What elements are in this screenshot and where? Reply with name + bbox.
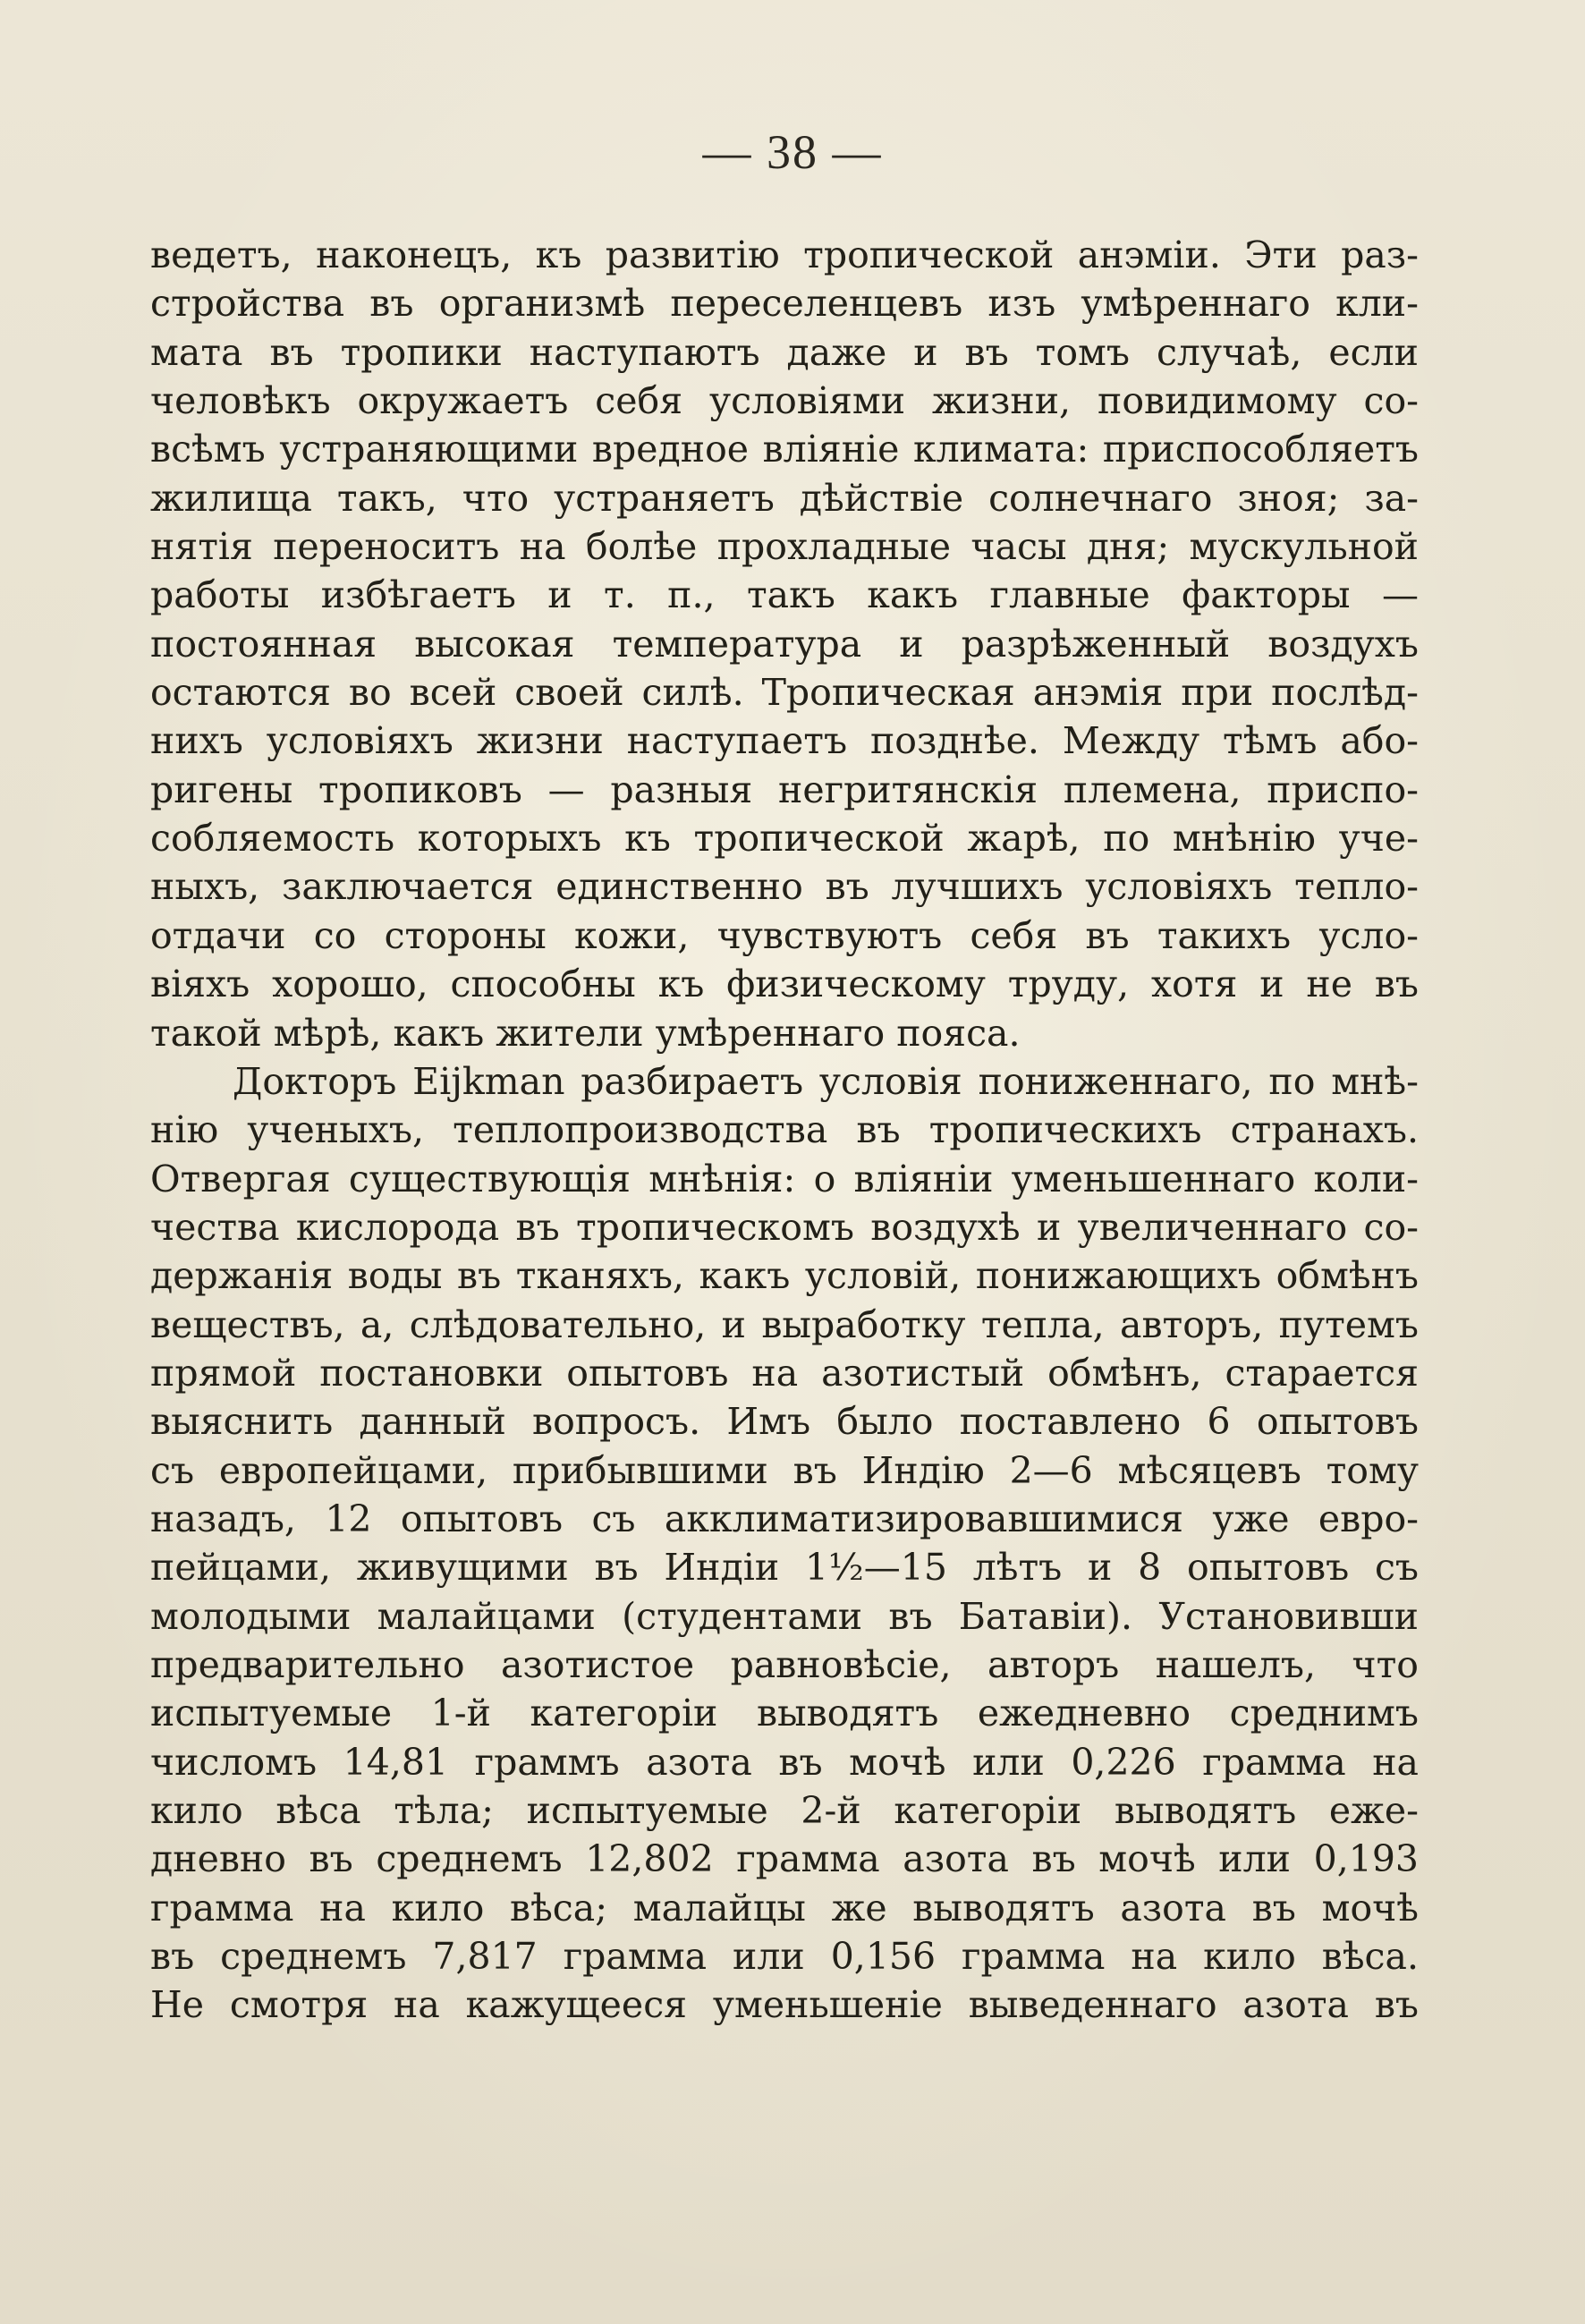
text-line: выяснить данный вопросъ. Имъ было поставлено 6 опытовъ (150, 1400, 1419, 1444)
text-line: испытуемые 1-й категоріи выводятъ ежедневно среднимъ (150, 1692, 1419, 1735)
text-line: отдачи со стороны кожи, чувствуютъ себя въ такихъ усло- (150, 913, 1419, 957)
text-line: ведетъ, наконецъ, къ развитію тропической анэміи. Эти раз- (150, 233, 1419, 276)
text-line: въ среднемъ 7,817 грамма или 0,156 грамма на кило вѣса. (150, 1935, 1419, 1979)
text-line: грамма на кило вѣса; малайцы же выводятъ азота въ мочѣ (150, 1886, 1419, 1930)
text-line: пейцами, живущими въ Индіи 1½—15 лѣтъ и 8 опытовъ съ (150, 1546, 1419, 1590)
text-line: Докторъ Eijkman разбираетъ условія пониженнаго, по мнѣ- (233, 1059, 1419, 1103)
text-line: віяхъ хорошо, способны къ физическому труду, хотя и не въ (150, 963, 1419, 1006)
text-line: остаются во всей своей силѣ. Тропическая анэмія при послѣд- (150, 671, 1419, 715)
text-line: предварительно азотистое равновѣсіе, авторъ нашелъ, что (150, 1642, 1419, 1686)
text-line: мата въ тропики наступаютъ даже и въ томъ случаѣ, если (150, 330, 1419, 374)
body-text (150, 231, 1419, 2030)
text-line: ригены тропиковъ — разныя негритянскія племена, приспо- (150, 768, 1419, 811)
text-line: Не смотря на кажущееся уменьшеніе выведеннаго азота въ (150, 1983, 1419, 2027)
text-line: съ европейцами, прибывшими въ Индію 2—6 мѣсяцевъ тому (150, 1448, 1419, 1492)
text-line: постоянная высокая температура и разрѣженный воздухъ (150, 622, 1419, 666)
text-line: молодыми малайцами (студентами въ Батавіи). Установивши (150, 1594, 1419, 1638)
text-line: всѣмъ устраняющими вредное вліяніе климата: приспособляетъ (150, 428, 1419, 471)
text-line: числомъ 14,81 граммъ азота въ мочѣ или 0,226 грамма на (150, 1740, 1419, 1784)
text-line: ныхъ, заключается единственно въ лучшихъ условіяхъ тепло- (150, 865, 1419, 909)
text-line: держанія воды въ тканяхъ, какъ условій, понижающихъ обмѣнъ (150, 1254, 1419, 1298)
text-line: нихъ условіяхъ жизни наступаетъ позднѣе. Между тѣмъ або- (150, 719, 1419, 763)
text-line: прямой постановки опытовъ на азотистый обмѣнъ, старается (150, 1351, 1419, 1395)
text-line: нятія переноситъ на болѣе прохладные часы дня; мускульной (150, 525, 1419, 569)
text-line: Отвергая существующія мнѣнія: о вліяніи уменьшеннаго коли- (150, 1157, 1419, 1200)
page-number: — 38 — (702, 125, 883, 179)
text-line: стройства въ организмѣ переселенцевъ изъ умѣреннаго кли- (150, 282, 1419, 326)
paragraph-1 (150, 231, 1419, 1057)
text-line: человѣкъ окружаетъ себя условіями жизни, повидимому со- (150, 379, 1419, 423)
paragraph-2 (150, 1057, 1419, 2030)
text-line: такой мѣрѣ, какъ жители умѣреннаго пояса. (150, 1011, 1021, 1055)
text-line: дневно въ среднемъ 12,802 грамма азота въ мочѣ или 0,193 (150, 1837, 1419, 1881)
text-line: кило вѣса тѣла; испытуемые 2-й категоріи выводятъ еже- (150, 1789, 1419, 1832)
text-line: жилища такъ, что устраняетъ дѣйствіе солнечнаго зноя; за- (150, 476, 1419, 520)
text-line: назадъ, 12 опытовъ съ акклиматизировавшимися уже евро- (150, 1497, 1419, 1540)
text-line: веществъ, а, слѣдовательно, и выработку тепла, авторъ, путемъ (150, 1302, 1419, 1346)
text-line: работы избѣгаетъ и т. п., такъ какъ главные факторы — (150, 573, 1419, 617)
text-line: собляемость которыхъ къ тропической жарѣ, по мнѣнію уче- (150, 817, 1419, 861)
text-line: нію ученыхъ, теплопроизводства въ тропическихъ странахъ. (150, 1108, 1419, 1152)
text-line: чества кислорода въ тропическомъ воздухѣ и увеличеннаго со- (150, 1205, 1419, 1249)
